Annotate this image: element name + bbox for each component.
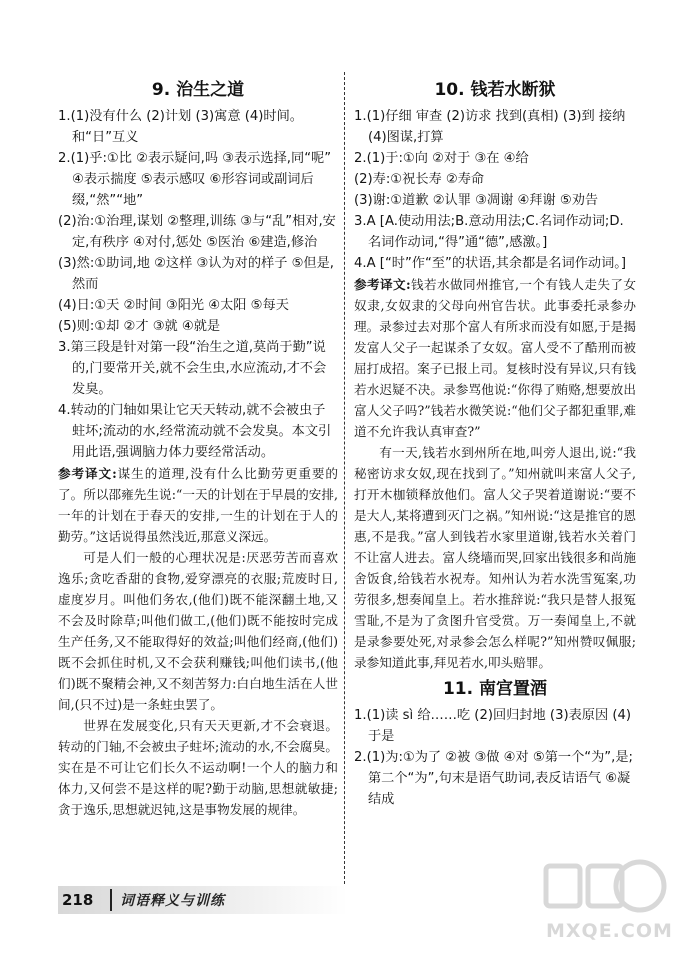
left-column	[58, 76, 338, 820]
answer-item: 3.A [A.使动用法;B.意动用法;C.名词作动词;D.名词作动词,“得”通“德”,感激。]	[354, 214, 624, 250]
answer-item: (4)日:①天 ②时间 ③阳光 ④太阳 ⑤每天	[58, 298, 289, 313]
reference-translation	[58, 463, 338, 547]
ref-text: 谋生的道理,没有什么比勤劳更重要的了。所以邵雍先生说:“一天的计划在于早晨的安排,一年的计划在于春天的安排,一生的计划在于人的勤劳。”这话说得虽然浅近,那意义深远。	[58, 466, 338, 544]
answer-item: (5)则:①却 ②才 ③就 ④就是	[58, 319, 221, 334]
book-title: 词语释义与训练	[120, 893, 225, 909]
watermark-text: MXQE.COM	[546, 920, 673, 942]
answer-item: 2.(1)乎:①比 ②表示疑问,吗 ③表示选择,同“呢” ④表示揣度 ⑤表示感叹 ⑥形容词或副词后缀,“然”“地”	[58, 151, 332, 208]
section-title-11: 11. 南宫置酒	[442, 679, 548, 699]
reference-translation	[354, 274, 636, 442]
page-number: 218	[62, 891, 94, 909]
ref-text: 钱若水做同州推官,一个有钱人走失了女奴隶,女奴隶的父母向州官告状。此事委托录参办理。录参过去对那个富人有所求而没有如愿,于是揭发富人父子一起谋杀了女奴。富人受不了酷刑而被屈打成招。案子已报上司。复核时没有异议,只有钱若水迟疑不决。录参骂他说:“你得了贿赂,想要放出富人父子吗?”钱若水微笑说:“他们父子都犯重罪,难道不允许我认真审查?”	[354, 277, 636, 439]
section-title-9: 9. 治生之道	[151, 80, 245, 100]
answer-item: 4.A [“时”作“至”的状语,其余都是名词作动词。]	[354, 256, 627, 271]
reference-paragraph: 可是人们一般的心理状况是:厌恶劳苦而喜欢逸乐;贪吃香甜的食物,爱穿漂亮的衣服;荒废时日,虚度岁月。叫他们务农,(他们)既不能深翻土地,又不会及时除草;叫他们做工,(他们)既不能按时完成生产任务,又不能取得好的效益;叫他们经商,(他们)既不会抓住时机,又不会获利赚钱;叫他们读书,(他们)既不聚精会神,又不刻苦努力:白白地生活在人世间,(只不过)是一条蛀虫罢了。	[58, 550, 338, 712]
answer-item: (2)治:①治理,谋划 ②整理,训练 ③与“乱”相对,安定,有秩序 ④对付,惩处 ⑤医治 ⑥建造,修治	[58, 214, 336, 250]
section-title-10: 10. 钱若水断狱	[434, 80, 556, 100]
answer-item: (3)谢:①道歉 ②认罪 ③凋谢 ④拜谢 ⑤劝告	[354, 193, 599, 208]
answer-item: 1.(1)仔细 审查 (2)访求 找到(真相) (3)到 接纳 (4)图谋,打算	[354, 109, 626, 145]
right-column	[354, 76, 636, 810]
answer-item: 2.(1)为:①为了 ②被 ③做 ④对 ⑤第一个“为”,是;第二个“为”,句末是语气助词,表反诘语气 ⑥凝结成	[354, 750, 633, 807]
answer-item: 1.(1)读 sì 给……吃 (2)回归封地 (3)表原因 (4)于是	[354, 708, 632, 744]
footer-separator	[110, 889, 112, 911]
answer-item: (2)寿:①祝长寿 ②寿命	[354, 172, 485, 187]
watermark-logo-icon	[540, 856, 670, 916]
answer-item: (3)然:①助词,地 ②这样 ③认为对的样子 ⑤但是,然而	[58, 256, 334, 292]
watermark	[540, 856, 673, 948]
ref-label: 参考译文:	[58, 466, 117, 481]
answer-item: 1.(1)没有什么 (2)计划 (3)寓意 (4)时间。和“日”互义	[58, 109, 303, 145]
answer-item: 2.(1)于:①向 ②对于 ③在 ④给	[354, 151, 529, 166]
reference-paragraph: 有一天,钱若水到州所在地,叫旁人退出,说:“我秘密访求女奴,现在找到了。”知州就叫来富人父子,打开木枷锁释放他们。富人父子哭着道谢说:“要不是大人,某将遭到灭门之祸。”知州说:“这是推官的恩惠,不是我。”富人到钱若水家里道谢,钱若水关着门不让富人进去。富人绕墙而哭,回家出钱很多和尚施舍饭食,给钱若水祝寿。知州认为若水洗雪冤案,功劳很多,想奏闻皇上。若水推辞说:“我只是替人报冤雪耻,不是为了贪图升官受赏。万一奏闻皇上,不就是录参要处死,对录参会怎么样呢?”知州赞叹佩服;录参知道此事,拜见若水,叩头赔罪。	[354, 445, 636, 670]
ref-label: 参考译文:	[354, 277, 411, 292]
answer-item: 4.转动的门轴如果让它天天转动,就不会被虫子蛀坏;流动的水,经常流动就不会发臭。本文引用此语,强调脑力体力要经常活动。	[58, 403, 332, 460]
answer-item: 3.第三段是针对第一段“治生之道,莫尚于勤”说的,门要常开关,就不会生虫,水应流动,才不会发臭。	[58, 340, 327, 397]
reference-paragraph: 世界在发展变化,只有天天更新,才不会衰退。转动的门轴,不会被虫子蛀坏;流动的水,不会腐臭。实在是不可让它们长久不运动啊!一个人的脑力和体力,又何尝不是这样的呢?勤于动脑,思想就敏捷;贪于逸乐,思想就迟钝,这是事物发展的规律。	[58, 718, 338, 817]
page-footer	[58, 886, 348, 914]
column-divider	[344, 72, 345, 884]
